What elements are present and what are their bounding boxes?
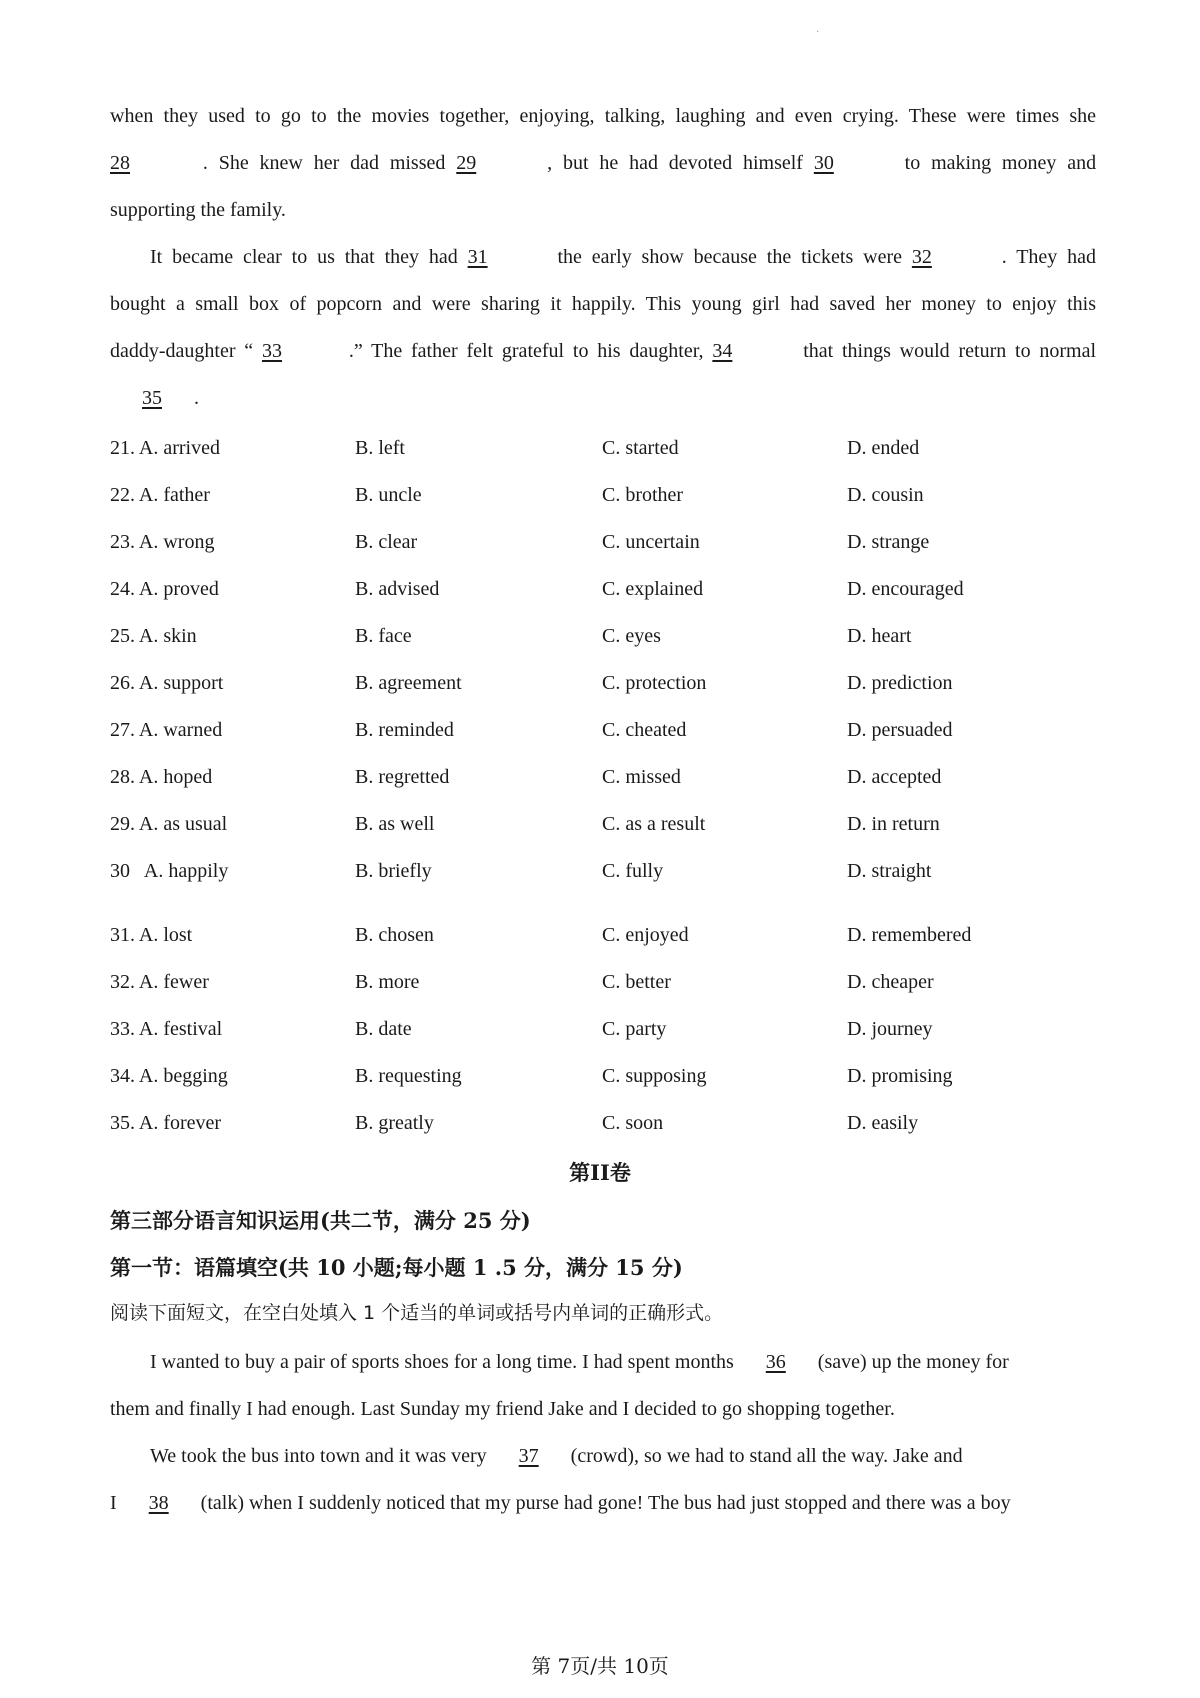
option-c: C. enjoyed (602, 924, 689, 946)
blank-32: 32 (911, 246, 932, 268)
page-number: 第 7页/共 10页 (531, 1654, 669, 1678)
option-row (110, 1100, 1100, 1147)
scan-dot: · (816, 27, 820, 38)
option-d: D. prediction (847, 672, 953, 694)
option-c: C. missed (602, 766, 681, 788)
option-c: C. better (602, 971, 671, 993)
passage-line (110, 1386, 1060, 1433)
blank-36: 36 (765, 1351, 786, 1373)
blank-33: 33 (262, 340, 282, 362)
option-a: 26. A. support (110, 672, 224, 694)
option-a: 29. A. as usual (110, 813, 228, 835)
passage-text: (crowd), so we had to stand all the way. Jake and (570, 1445, 963, 1467)
option-a: 31. A. lost (110, 924, 193, 946)
blank-35: 35 (142, 387, 162, 409)
option-row (110, 472, 1100, 519)
passage-text: , but he had devoted himself (547, 152, 803, 174)
passage-text: daddy-daughter “ (110, 340, 254, 362)
option-b: B. uncle (355, 484, 422, 506)
grammar-passage (110, 1339, 1060, 1527)
option-row (110, 707, 1100, 754)
passage-text: supporting the family. (110, 199, 286, 221)
volume-title: 第II卷 (569, 1160, 631, 1185)
option-b: B. reminded (355, 719, 454, 741)
passage-line (110, 234, 1096, 281)
option-row (110, 613, 1100, 660)
option-row (110, 801, 1100, 848)
passage-line (110, 328, 1096, 375)
passage-text: .” The father felt grateful to his daughter, (348, 340, 704, 362)
option-a: 32. A. fewer (110, 971, 209, 993)
blank-38: 38 (148, 1492, 169, 1514)
option-b: B. briefly (355, 860, 432, 882)
option-c: C. soon (602, 1112, 664, 1134)
passage-line (110, 187, 1096, 234)
blank-37: 37 (518, 1445, 539, 1467)
option-row (110, 912, 1100, 959)
option-b: B. agreement (355, 672, 462, 694)
option-c: C. explained (602, 578, 704, 600)
option-d: D. ended (847, 437, 920, 459)
option-b: B. face (355, 625, 412, 647)
options-table (110, 425, 1100, 1147)
option-c: C. started (602, 437, 679, 459)
option-b: B. requesting (355, 1065, 462, 1087)
option-d: D. cheaper (847, 971, 934, 993)
part3-heading: 第三部分语言知识运用(共二节，满分 25 分) (110, 1208, 531, 1233)
option-c: C. eyes (602, 625, 661, 647)
option-a: 25. A. skin (110, 625, 197, 647)
option-d: D. easily (847, 1112, 919, 1134)
passage-line (110, 1433, 1060, 1480)
option-c: C. uncertain (602, 531, 700, 553)
blank-31: 31 (467, 246, 488, 268)
blank-29: 29 (456, 152, 477, 174)
passage-text: . (194, 387, 199, 409)
option-d: D. straight (847, 860, 932, 882)
option-c: C. as a result (602, 813, 706, 835)
option-row (110, 1006, 1100, 1053)
option-b: B. date (355, 1018, 412, 1040)
passage-text: (save) up the money for (817, 1351, 1009, 1373)
option-b: B. greatly (355, 1112, 434, 1134)
option-a: 35. A. forever (110, 1112, 222, 1134)
option-a: 23. A. wrong (110, 531, 215, 553)
option-c: C. party (602, 1018, 667, 1040)
option-row (110, 754, 1100, 801)
option-d: D. remembered (847, 924, 972, 946)
option-d: D. journey (847, 1018, 933, 1040)
passage-text: the early show because the tickets were (557, 246, 902, 268)
option-d: D. cousin (847, 484, 924, 506)
passage-line (110, 375, 1096, 422)
option-row (110, 425, 1100, 472)
passage-text: bought a small box of popcorn and were sharing it happily. This young girl had saved her money to enjoy this (110, 293, 1096, 315)
option-c: C. cheated (602, 719, 687, 741)
option-d: D. accepted (847, 766, 942, 788)
option-a: 30 A. happily (110, 860, 229, 882)
passage-text: I (110, 1492, 117, 1514)
passage-line (110, 93, 1096, 140)
passage-line (110, 1480, 1060, 1527)
passage-text: them and finally I had enough. Last Sunday my friend Jake and I decided to go shopping together. (110, 1398, 895, 1420)
option-row (110, 566, 1100, 613)
passage-text: I wanted to buy a pair of sports shoes for a long time. I had spent months (150, 1351, 734, 1373)
blank-30: 30 (813, 152, 834, 174)
blank-28: 28 (110, 152, 130, 174)
instruction-text: 阅读下面短文，在空白处填入 1 个适当的单词或括号内单词的正确形式。 (110, 1302, 724, 1324)
passage-text: when they used to go to the movies together, enjoying, talking, laughing and even crying. These were times she (110, 105, 1096, 127)
option-b: B. chosen (355, 924, 434, 946)
option-b: B. advised (355, 578, 440, 600)
section1-heading: 第一节：语篇填空(共 10 小题;每小题 1 .5 分，满分 15 分) (110, 1255, 683, 1280)
option-a: 22. A. father (110, 484, 210, 506)
option-row (110, 660, 1100, 707)
passage-line (110, 140, 1096, 187)
option-a: 28. A. hoped (110, 766, 213, 788)
passage-text: . They had (1001, 246, 1096, 268)
option-a: 27. A. warned (110, 719, 223, 741)
option-d: D. heart (847, 625, 912, 647)
option-b: B. regretted (355, 766, 450, 788)
option-d: D. strange (847, 531, 930, 553)
option-a: 24. A. proved (110, 578, 219, 600)
option-row (110, 959, 1100, 1006)
option-c: C. protection (602, 672, 707, 694)
option-a: 33. A. festival (110, 1018, 223, 1040)
passage-line (110, 281, 1096, 328)
passage-text: to making money and (904, 152, 1096, 174)
passage-text: It became clear to us that they had (150, 246, 458, 268)
blank-34: 34 (712, 340, 733, 362)
passage-text: (talk) when I suddenly noticed that my purse had gone! The bus had just stopped and there was a boy (200, 1492, 1011, 1514)
option-c: C. brother (602, 484, 684, 506)
option-a: 34. A. begging (110, 1065, 228, 1087)
option-row (110, 519, 1100, 566)
passage-text: . She knew her dad missed (202, 152, 446, 174)
option-d: D. promising (847, 1065, 953, 1087)
passage-text: We took the bus into town and it was very (150, 1445, 487, 1467)
option-b: B. more (355, 971, 420, 993)
option-b: B. clear (355, 531, 418, 553)
option-d: D. persuaded (847, 719, 953, 741)
option-c: C. fully (602, 860, 664, 882)
passage-line (110, 1339, 1060, 1386)
option-d: D. in return (847, 813, 940, 835)
cloze-passage (110, 93, 1096, 422)
option-row (110, 1053, 1100, 1100)
passage-text: that things would return to normal (803, 340, 1096, 362)
option-a: 21. A. arrived (110, 437, 220, 459)
option-b: B. as well (355, 813, 435, 835)
option-row (110, 848, 1100, 895)
option-b: B. left (355, 437, 405, 459)
option-c: C. supposing (602, 1065, 707, 1087)
option-d: D. encouraged (847, 578, 964, 600)
